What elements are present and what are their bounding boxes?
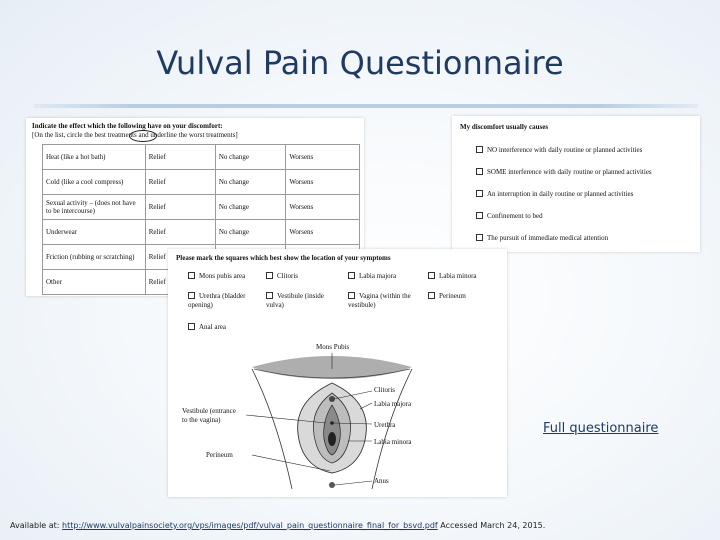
location-option bbox=[188, 292, 264, 310]
location-option bbox=[348, 272, 424, 281]
table-cell-item: Heat (like a hot bath) bbox=[43, 145, 146, 170]
list-item bbox=[476, 146, 652, 168]
location-image bbox=[168, 249, 507, 497]
table-cell-c3: Worsens bbox=[286, 145, 360, 170]
citation-url-link[interactable]: http://www.vulvalpainsociety.org/vps/images/pdf/vulval_pain_questionnaire_final_for_bsvd.pdf bbox=[62, 521, 438, 530]
table-row bbox=[43, 195, 360, 220]
citation-prefix: Available at: bbox=[10, 521, 60, 530]
option-label: The pursuit of immediate medical attention bbox=[487, 234, 609, 242]
checkbox-icon bbox=[428, 292, 435, 299]
option-label: An interruption in daily routine or planned activities bbox=[487, 190, 634, 198]
table-cell-c1: Relief bbox=[145, 170, 215, 195]
location-option bbox=[348, 292, 424, 310]
option-label: Labia minora bbox=[439, 272, 477, 280]
label-labia-majora: Labia majora bbox=[374, 400, 412, 408]
option-label: Labia majora bbox=[359, 272, 397, 280]
list-item bbox=[476, 168, 652, 190]
table-row bbox=[43, 170, 360, 195]
table-cell-c2: No change bbox=[215, 170, 285, 195]
location-option bbox=[266, 292, 342, 310]
location-option bbox=[428, 272, 504, 281]
label-urethra: Urethra bbox=[374, 421, 396, 429]
location-option bbox=[428, 292, 504, 301]
leader-labia-majora bbox=[360, 403, 372, 409]
label-anus: Anus bbox=[374, 477, 389, 485]
label-perineum: Perineum bbox=[206, 451, 233, 459]
label-vestibule: Vestibule (entrance bbox=[182, 407, 236, 415]
table-cell-item: Underwear bbox=[43, 220, 146, 245]
leader-anus bbox=[335, 481, 372, 485]
table-cell-c3: Worsens bbox=[286, 170, 360, 195]
table-row bbox=[43, 220, 360, 245]
checkbox-icon bbox=[348, 272, 355, 279]
table-cell-item: Other bbox=[43, 270, 146, 295]
checkbox-icon bbox=[348, 292, 355, 299]
discomfort-image bbox=[452, 116, 700, 252]
option-label: Clitoris bbox=[277, 272, 299, 280]
vulva-diagram bbox=[182, 339, 502, 494]
table-cell-c1: Relief bbox=[145, 245, 215, 270]
table-cell-c2: No change bbox=[215, 220, 285, 245]
list-item bbox=[476, 190, 652, 212]
left-thigh-line bbox=[252, 369, 292, 489]
option-label: NO interference with daily routine or planned activities bbox=[487, 146, 643, 154]
table-cell-item: Sexual activity – (does not have to be intercourse) bbox=[43, 195, 146, 220]
option-label: Confinement to bed bbox=[487, 212, 543, 220]
discomfort-heading: My discomfort usually causes bbox=[460, 123, 549, 131]
location-option bbox=[188, 272, 264, 281]
table-cell-item: Friction (rubbing or scratching) bbox=[43, 245, 146, 270]
option-label: SOME interference with daily routine or planned activities bbox=[487, 168, 652, 176]
table-row bbox=[43, 145, 360, 170]
vaginal-opening-shape bbox=[328, 432, 336, 446]
effect-table-subheading: [On the list, circle the best treatments and underline the worst treatments] bbox=[32, 131, 238, 139]
table-cell-c2: No change bbox=[215, 145, 285, 170]
option-label: Anal area bbox=[199, 323, 227, 331]
slide-title: Vulval Pain Questionnaire bbox=[156, 44, 564, 82]
anus-shape bbox=[329, 482, 335, 488]
option-label: Urethra (bladder opening) bbox=[188, 292, 246, 309]
checkbox-icon bbox=[476, 146, 483, 153]
checkbox-icon bbox=[266, 292, 273, 299]
checkbox-icon bbox=[476, 190, 483, 197]
location-heading: Please mark the squares which best show the location of your symptoms bbox=[176, 254, 391, 262]
checkbox-icon bbox=[188, 323, 195, 330]
table-cell-c3: Worsens bbox=[286, 195, 360, 220]
label-labia-minora: Labia minora bbox=[374, 438, 412, 446]
effect-table-heading: Indicate the effect which the following have on your discomfort: bbox=[32, 122, 223, 130]
checkbox-icon bbox=[188, 272, 195, 279]
table-cell-c2: No change bbox=[215, 195, 285, 220]
option-label: Vestibule (inside vulva) bbox=[266, 292, 324, 309]
option-label: Mons pubis area bbox=[199, 272, 246, 280]
checkbox-icon bbox=[476, 212, 483, 219]
table-cell-c1: Relief bbox=[145, 195, 215, 220]
citation-suffix: Accessed March 24, 2015. bbox=[440, 521, 546, 530]
table-cell-c1: Relief bbox=[145, 270, 215, 295]
title-divider bbox=[34, 104, 698, 108]
table-cell-c1: Relief bbox=[145, 145, 215, 170]
checkbox-icon bbox=[266, 272, 273, 279]
table-cell-item: Cold (like a cool compress) bbox=[43, 170, 146, 195]
location-option bbox=[266, 272, 342, 281]
full-questionnaire-link[interactable]: Full questionnaire bbox=[543, 421, 659, 436]
table-cell-c1: Relief bbox=[145, 220, 215, 245]
checkbox-icon bbox=[188, 292, 195, 299]
location-option bbox=[188, 323, 264, 332]
label-mons-pubis: Mons Pubis bbox=[316, 343, 350, 351]
list-item bbox=[476, 212, 652, 234]
checkbox-icon bbox=[428, 272, 435, 279]
label-vestibule-line2: to the vagina) bbox=[182, 416, 221, 424]
table-cell-c3: Worsens bbox=[286, 220, 360, 245]
discomfort-options bbox=[476, 146, 652, 256]
circle-mark-icon bbox=[129, 130, 157, 142]
checkbox-icon bbox=[476, 234, 483, 241]
citation bbox=[10, 521, 545, 530]
checkbox-icon bbox=[476, 168, 483, 175]
option-label: Vagina (within the vestibule) bbox=[348, 292, 411, 309]
label-clitoris: Clitoris bbox=[374, 386, 396, 394]
urethra-shape bbox=[330, 421, 334, 425]
option-label: Perineum bbox=[439, 292, 466, 300]
